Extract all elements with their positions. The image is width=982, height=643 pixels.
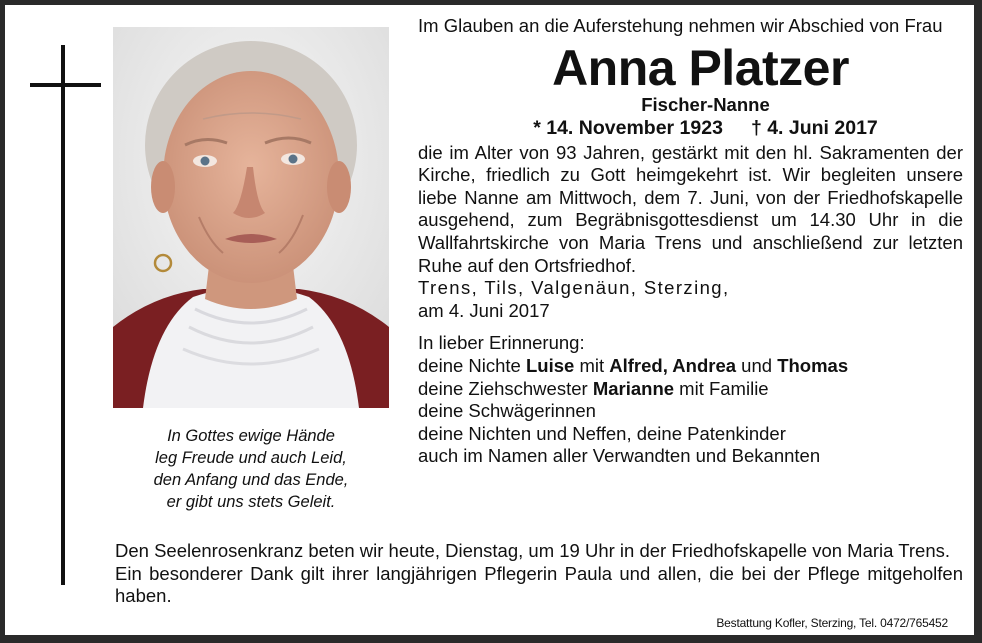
memory-text: mit <box>574 354 610 376</box>
closing-text <box>115 540 963 608</box>
portrait-photo <box>113 27 389 408</box>
memory-text: deine Ziehschwester <box>418 377 593 399</box>
memory-text: mit Familie <box>674 377 769 399</box>
deceased-name: Anna Platzer <box>552 39 849 96</box>
poem-line: er gibt uns stets Geleit. <box>166 493 336 511</box>
memory-line: auch im Namen aller Verwandten und Bekannten <box>418 445 821 467</box>
memory-heading: In lieber Erinnerung: <box>418 332 585 354</box>
intro-text: Im Glauben an die Auferstehung nehmen wir Abschied von Frau <box>418 15 943 36</box>
notice-date: am 4. Juni 2017 <box>418 299 550 321</box>
death-date: † 4. Juni 2017 <box>750 116 878 139</box>
memory-list <box>418 332 963 468</box>
memory-name: Luise <box>525 354 575 376</box>
undertaker-credit: Bestattung Kofler, Sterzing, Tel. 0472/765452 <box>716 616 948 630</box>
memory-line: deine Schwägerinnen <box>418 400 596 422</box>
memory-name: Thomas <box>777 354 849 376</box>
cross-icon-bar <box>30 83 101 87</box>
notice-column <box>418 15 963 468</box>
memory-line <box>418 378 963 401</box>
cross-icon <box>61 45 65 585</box>
places: Trens, Tils, Valgenäun, Sterzing, <box>418 277 730 299</box>
memory-name: Alfred, Andrea <box>609 354 737 376</box>
memory-text: deine Nichte <box>418 354 526 376</box>
poem <box>113 425 389 513</box>
rosary-text: Den Seelenrosenkranz beten wir heute, Dienstag, um 19 Uhr in der Friedhofskapelle von Maria Trens. <box>115 540 950 561</box>
thanks-text: Ein besonderer Dank gilt ihrer langjährigen Pflegerin Paula und allen, die bei der Pflege mitgeholfen haben. <box>115 562 963 607</box>
birth-date: * 14. November 1923 <box>533 116 723 139</box>
poem-line: den Anfang und das Ende, <box>153 471 349 489</box>
poem-line: In Gottes ewige Hände <box>167 427 335 445</box>
life-dates <box>418 116 963 140</box>
memory-line: deine Nichten und Neffen, deine Patenkinder <box>418 422 786 444</box>
nickname: Fischer-Nanne <box>641 93 770 115</box>
poem-line: leg Freude und auch Leid, <box>155 449 347 467</box>
memory-name: Marianne <box>592 377 675 399</box>
notice-body: die im Alter von 93 Jahren, gestärkt mit den hl. Sakramenten der Kirche, friedlich zu Gott heimgekehrt ist. Wir begleiten unsere liebe Nanne am Mittwoch, dem 7. Juni, von der Friedhofskapelle ausgehend, zum Begräbnisgottesdienst um 14.30 Uhr in die Wallfahrtskirche von Maria Trens und anschließend zur letzten Ruhe auf den Ortsfriedhof. <box>418 141 963 276</box>
memory-line <box>418 355 963 378</box>
memory-text: und <box>736 354 778 376</box>
